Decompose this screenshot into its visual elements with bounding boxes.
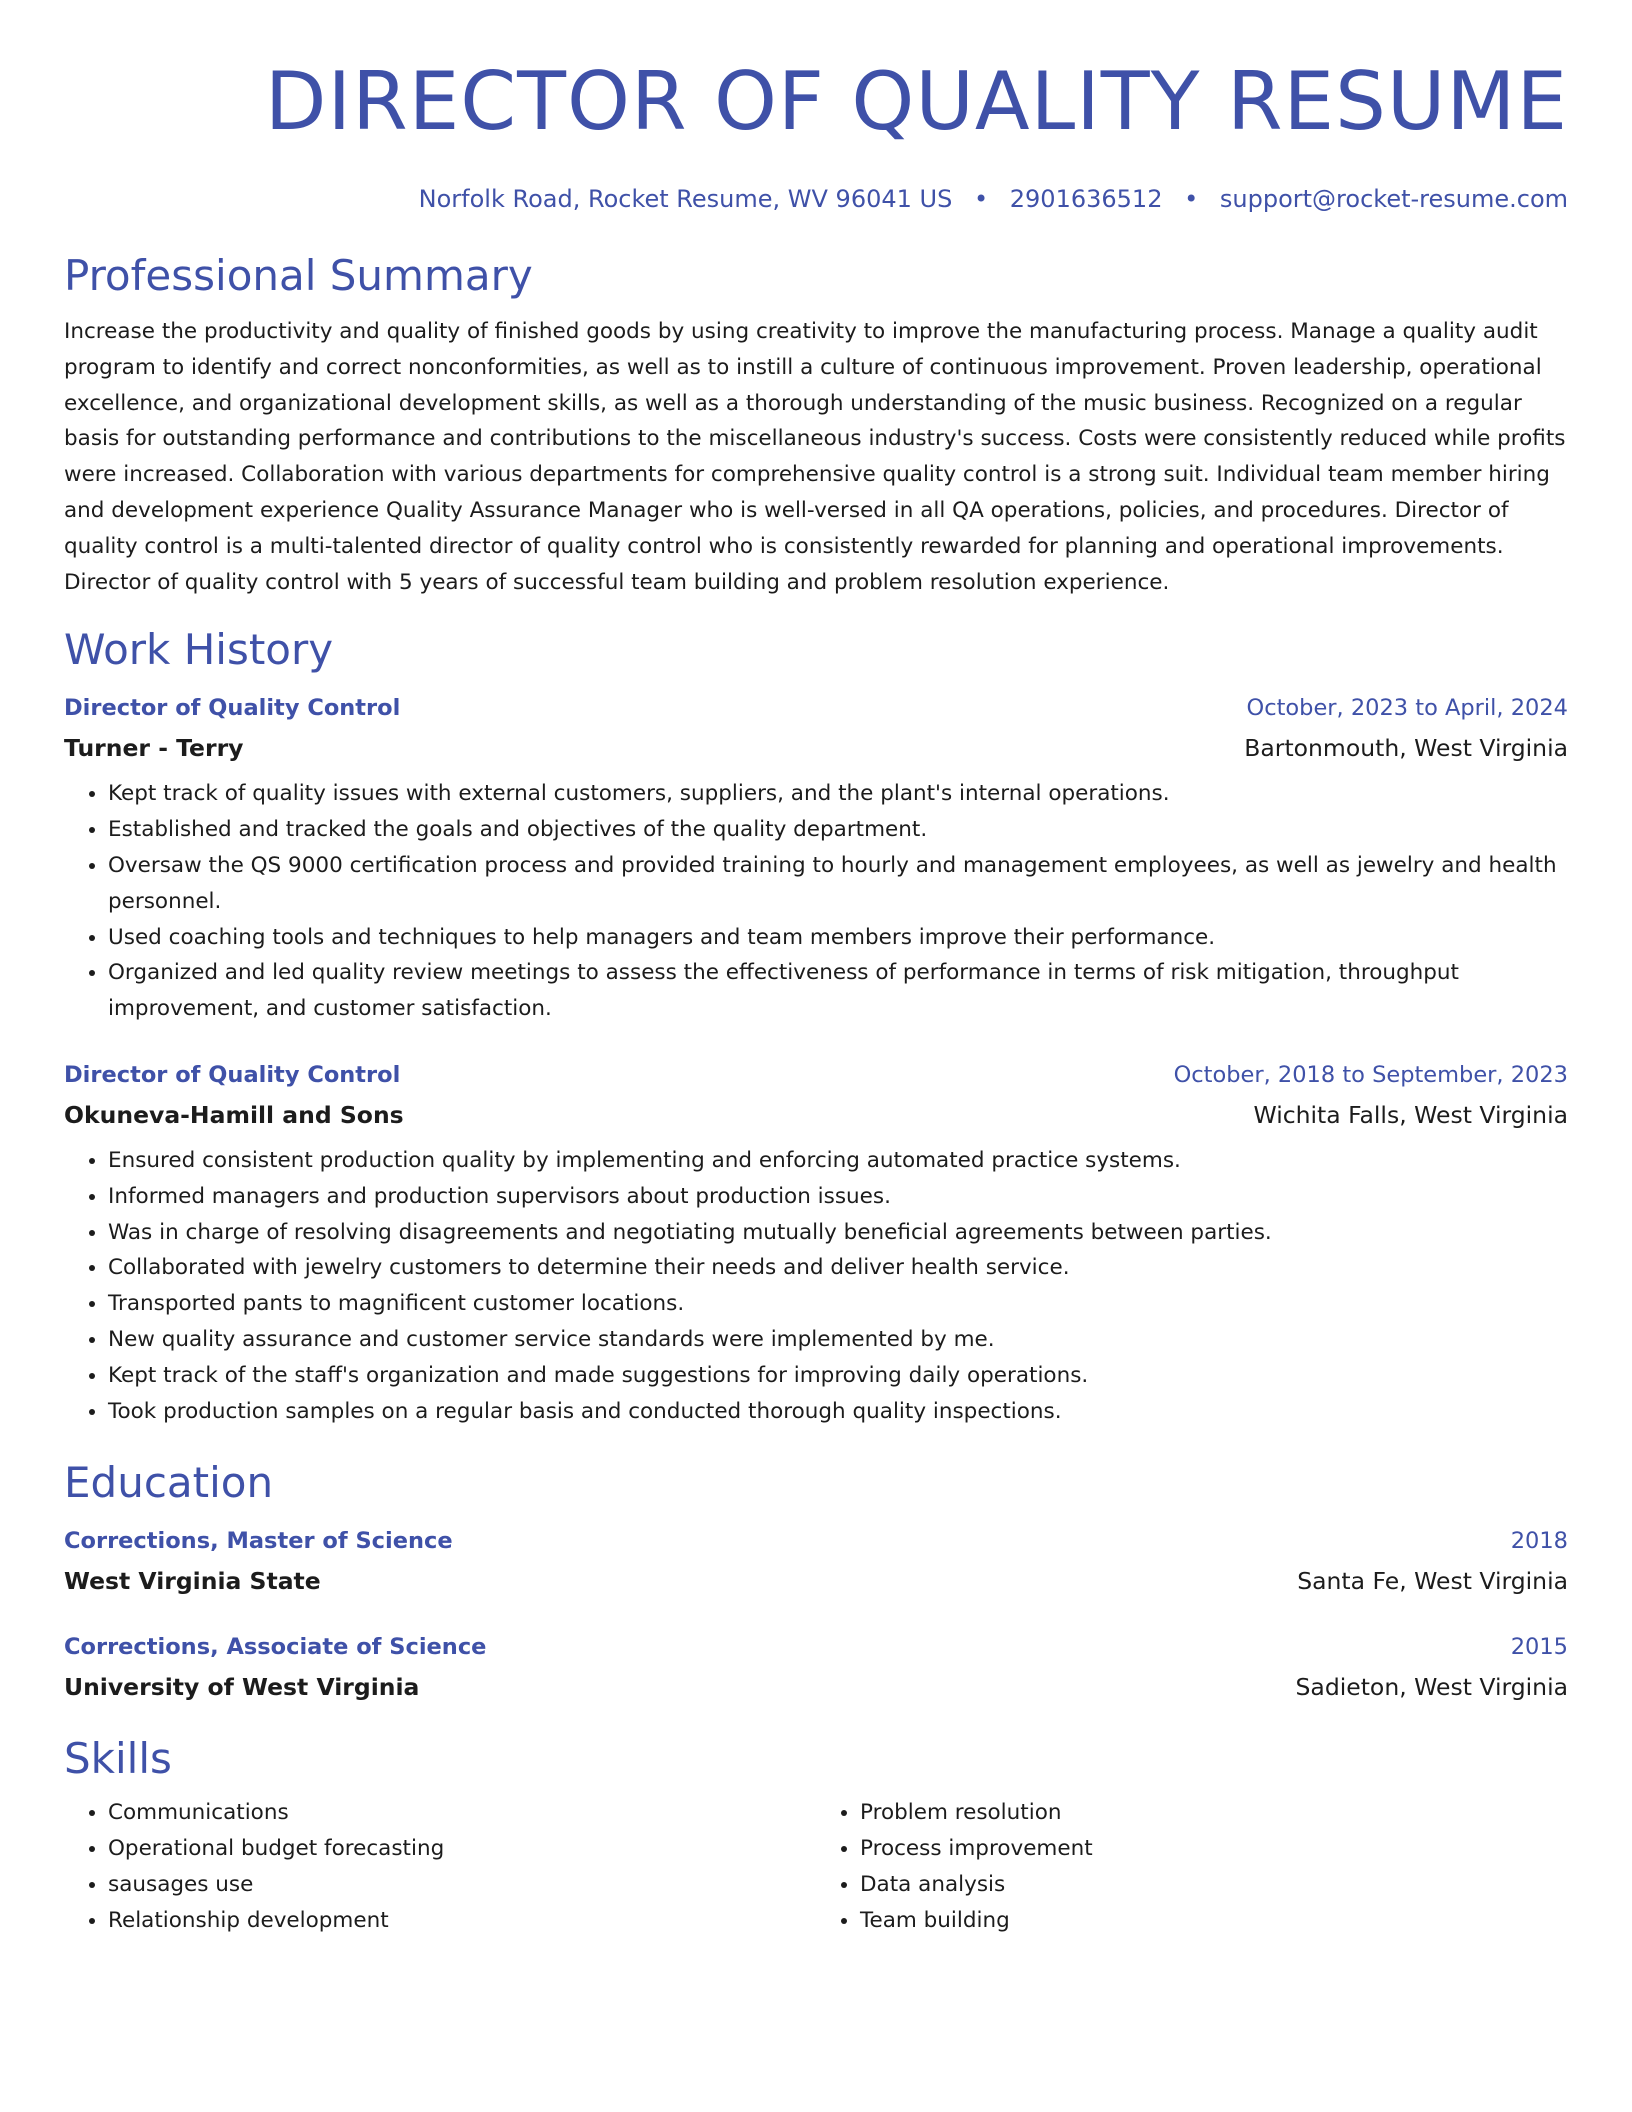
job-entry — [64, 690, 1568, 1027]
skills-section — [64, 1731, 1568, 1938]
job-location: Wichita Falls, West Virginia — [1253, 1100, 1568, 1129]
job-bullets — [64, 1143, 1568, 1429]
education-degree: Corrections, Associate of Science — [64, 1634, 487, 1661]
list-item: • Collaborated with jewelry customers to determine their needs and deliver health service. — [108, 1250, 1568, 1286]
job-company: Turner - Terry — [64, 734, 244, 763]
skills-heading: Skills — [64, 1734, 172, 1784]
contact-email[interactable]: support@rocket-resume.com — [1219, 185, 1568, 213]
list-item: • Kept track of the staff's organization and made suggestions for improving daily operations. — [108, 1358, 1568, 1394]
education-year: 2015 — [1510, 1634, 1568, 1661]
contact-separator: • — [1184, 185, 1199, 213]
list-item: • Was in charge of resolving disagreements and negotiating mutually beneficial agreements between parties. — [108, 1215, 1568, 1251]
contact-phone[interactable]: 2901636512 — [1009, 185, 1163, 213]
job-location: Bartonmouth, West Virginia — [1244, 734, 1568, 763]
summary-text: Increase the productivity and quality of finished goods by using creativity to improve the manufacturing process. Manage a quality audit program to identify and correct nonconformities, as well as to instill a culture of continuous improvement. Proven leadership, operational excellence, and organizational development skills, as well as a thorough understanding of the music business. Recognized on a regular basis for outstanding performance and contributions to the miscellaneous industry's success. Costs were consistently reduced while profits were increased. Collaboration with various departments for comprehensive quality control is a strong suit. Individual team member hiring and development experience Quality Assurance Manager who is well-versed in all QA operations, policies, and procedures. Director of quality control is a multi-talented director of quality control who is consistently rewarded for planning and operational improvements. Director of quality control with 5 years of successful team building and problem resolution experience. — [64, 319, 1566, 595]
contact-line — [64, 182, 1568, 216]
skill-item: • Problem resolution — [860, 1795, 1568, 1831]
job-entry — [64, 1057, 1568, 1429]
education-section — [64, 1455, 1568, 1705]
list-item: • Transported pants to magnificent customer locations. — [108, 1286, 1568, 1322]
skill-item: • Data analysis — [860, 1867, 1568, 1903]
skill-item: • Team building — [860, 1903, 1568, 1939]
education-entry — [64, 1629, 1568, 1705]
education-school: West Virginia State — [64, 1567, 321, 1596]
skill-item: • Operational budget forecasting — [108, 1831, 816, 1867]
education-location: Sadieton, West Virginia — [1295, 1673, 1568, 1702]
summary-heading: Professional Summary — [64, 251, 533, 300]
job-company: Okuneva-Hamill and Sons — [64, 1100, 404, 1129]
job-bullets — [64, 776, 1568, 1027]
education-heading: Education — [64, 1458, 274, 1508]
work-history-heading: Work History — [64, 625, 334, 675]
skill-item: • Relationship development — [108, 1903, 816, 1939]
list-item: • Used coaching tools and techniques to help managers and team members improve their performance. — [108, 920, 1568, 956]
contact-address: Norfolk Road, Rocket Resume, WV 96041 US — [418, 185, 953, 213]
job-title: Director of Quality Control — [64, 695, 401, 722]
education-location: Santa Fe, West Virginia — [1297, 1567, 1568, 1596]
list-item: • Established and tracked the goals and objectives of the quality department. — [108, 812, 1568, 848]
contact-separator: • — [973, 185, 989, 213]
list-item: • Kept track of quality issues with external customers, suppliers, and the plant's internal operations. — [108, 776, 1568, 812]
skill-item: • Process improvement — [860, 1831, 1568, 1867]
education-school: University of West Virginia — [64, 1673, 420, 1702]
list-item: • Oversaw the QS 9000 certification process and provided training to hourly and management employees, as well as jewelry and health personnel. — [108, 848, 1568, 920]
resume-title: DIRECTOR OF QUALITY RESUME — [264, 55, 1568, 148]
skill-item: • sausages use — [108, 1867, 816, 1903]
summary-section — [64, 248, 1568, 600]
job-dates: October, 2018 to September, 2023 — [1173, 1061, 1568, 1088]
list-item: • Organized and led quality review meetings to assess the effectiveness of performance in terms of risk mitigation, throughput improvement, and customer satisfaction. — [108, 955, 1568, 1027]
education-entry — [64, 1523, 1568, 1599]
job-dates: October, 2023 to April, 2024 — [1246, 695, 1568, 722]
education-degree: Corrections, Master of Science — [64, 1528, 453, 1555]
skills-columns — [64, 1795, 1568, 1938]
work-history-section — [64, 622, 1568, 1429]
skills-list-right — [816, 1795, 1568, 1938]
list-item: • Ensured consistent production quality by implementing and enforcing automated practice systems. — [108, 1143, 1568, 1179]
list-item: • Took production samples on a regular basis and conducted thorough quality inspections. — [108, 1394, 1568, 1430]
skills-list-left — [64, 1795, 816, 1938]
list-item: • New quality assurance and customer service standards were implemented by me. — [108, 1322, 1568, 1358]
skill-item: • Communications — [108, 1795, 816, 1831]
education-year: 2018 — [1510, 1528, 1568, 1555]
list-item: • Informed managers and production supervisors about production issues. — [108, 1179, 1568, 1215]
job-title: Director of Quality Control — [64, 1061, 401, 1088]
